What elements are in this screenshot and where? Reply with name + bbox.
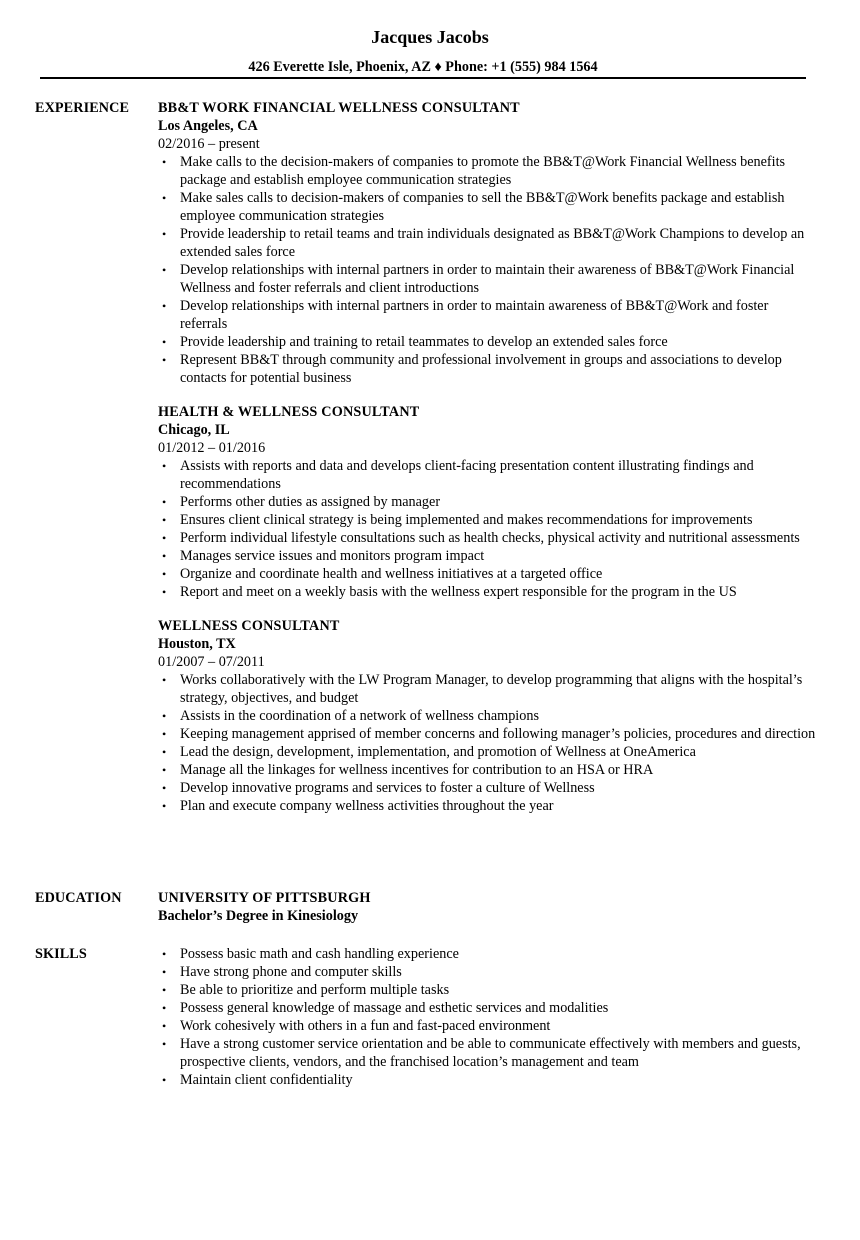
- skills-heading: SKILLS: [35, 946, 87, 962]
- list-item: [158, 297, 818, 333]
- education-heading: EDUCATION: [35, 890, 122, 906]
- bullet-text: Manage all the linkages for wellness incentives for contribution to an HSA or HRA: [180, 762, 654, 778]
- bullet-icon: •: [162, 585, 167, 599]
- job-bullets: [158, 457, 818, 601]
- list-item: [158, 565, 818, 583]
- list-item: [158, 707, 818, 725]
- bullet-icon: •: [162, 513, 167, 527]
- list-item: [158, 981, 818, 999]
- bullet-icon: •: [162, 1073, 167, 1087]
- job-entry: [158, 99, 818, 387]
- skills-body: [158, 945, 818, 1089]
- list-item: [158, 153, 818, 189]
- bullet-icon: •: [162, 781, 167, 795]
- bullet-icon: •: [162, 495, 167, 509]
- school-name: UNIVERSITY OF PITTSBURGH: [158, 890, 371, 906]
- bullet-icon: •: [162, 335, 167, 349]
- list-item: [158, 511, 818, 529]
- experience-heading: EXPERIENCE: [35, 100, 130, 116]
- list-item: [158, 189, 818, 225]
- skill-text: Work cohesively with others in a fun and fast-paced environment: [180, 1018, 551, 1034]
- bullet-icon: •: [162, 965, 167, 979]
- job-entry: [158, 403, 818, 601]
- bullet-icon: •: [162, 1037, 167, 1051]
- list-item: [158, 333, 818, 351]
- bullet-icon: •: [162, 459, 167, 473]
- bullet-icon: •: [162, 673, 167, 687]
- bullet-text: Manages service issues and monitors program impact: [180, 548, 485, 564]
- bullet-text: Works collaboratively with the LW Program Manager, to develop programming that aligns with the hospital’s strategy, objectives, and budget: [180, 672, 803, 706]
- bullet-text: Develop innovative programs and services to foster a culture of Wellness: [180, 780, 595, 796]
- skill-text: Have strong phone and computer skills: [180, 964, 402, 980]
- bullet-icon: •: [162, 191, 167, 205]
- list-item: [158, 583, 818, 601]
- bullet-icon: •: [162, 709, 167, 723]
- candidate-name: Jacques Jacobs: [371, 27, 489, 47]
- bullet-icon: •: [162, 567, 167, 581]
- list-item: [158, 225, 818, 261]
- bullet-text: Develop relationships with internal partners in order to maintain their awareness of BB&T@Work Financial Wellness and foster referrals and client introductions: [180, 262, 795, 296]
- bullet-text: Perform individual lifestyle consultations such as health checks, physical activity and nutritional assessments: [180, 530, 800, 546]
- list-item: [158, 351, 818, 387]
- bullet-text: Make sales calls to decision-makers of companies to sell the BB&T@Work benefits package and establish employee communication strategies: [180, 190, 785, 224]
- bullet-text: Make calls to the decision-makers of companies to promote the BB&T@Work Financial Wellness benefits package and establish employee communication strategies: [180, 154, 786, 188]
- job-title: WELLNESS CONSULTANT: [158, 618, 340, 634]
- bullet-icon: •: [162, 1019, 167, 1033]
- job-entry: [158, 617, 818, 815]
- job-location: Chicago, IL: [158, 422, 230, 438]
- list-item: [158, 999, 818, 1017]
- experience-list: [158, 99, 818, 815]
- bullet-icon: •: [162, 263, 167, 277]
- bullet-text: Provide leadership and training to retail teammates to develop an extended sales force: [180, 334, 668, 350]
- bullet-text: Lead the design, development, implementation, and promotion of Wellness at OneAmerica: [180, 744, 696, 760]
- list-item: [158, 529, 818, 547]
- list-item: [158, 1071, 818, 1089]
- bullet-icon: •: [162, 531, 167, 545]
- skill-text: Be able to prioritize and perform multiple tasks: [180, 982, 450, 998]
- list-item: [158, 671, 818, 707]
- skill-text: Maintain client confidentiality: [180, 1072, 353, 1088]
- bullet-text: Ensures client clinical strategy is being implemented and makes recommendations for improvements: [180, 512, 753, 528]
- list-item: [158, 797, 818, 815]
- bullet-icon: •: [162, 799, 167, 813]
- job-dates: 02/2016 – present: [158, 136, 260, 152]
- list-item: [158, 725, 818, 743]
- degree: Bachelor’s Degree in Kinesiology: [158, 908, 359, 924]
- bullet-icon: •: [162, 745, 167, 759]
- bullet-text: Assists in the coordination of a network of wellness champions: [180, 708, 539, 724]
- list-item: [158, 261, 818, 297]
- bullet-icon: •: [162, 1001, 167, 1015]
- bullet-text: Represent BB&T through community and professional involvement in groups and associations to develop contacts for potential business: [180, 352, 782, 386]
- list-item: [158, 1017, 818, 1035]
- contact-line: 426 Everette Isle, Phoenix, AZ ♦ Phone: +1 (555) 984 1564: [248, 59, 598, 75]
- job-dates: 01/2007 – 07/2011: [158, 654, 265, 670]
- bullet-icon: •: [162, 727, 167, 741]
- list-item: [158, 493, 818, 511]
- bullet-icon: •: [162, 299, 167, 313]
- list-item: [158, 743, 818, 761]
- bullet-text: Keeping management apprised of member concerns and following manager’s policies, procedures and direction: [180, 726, 816, 742]
- bullet-text: Assists with reports and data and develops client-facing presentation content illustrating findings and recommendations: [180, 458, 754, 492]
- skill-text: Possess general knowledge of massage and esthetic services and modalities: [180, 1000, 609, 1016]
- bullet-text: Provide leadership to retail teams and train individuals designated as BB&T@Work Champions to develop an extended sales force: [180, 226, 805, 260]
- bullet-icon: •: [162, 983, 167, 997]
- bullet-text: Organize and coordinate health and wellness initiatives at a targeted office: [180, 566, 603, 582]
- education-body: [158, 889, 818, 925]
- skill-text: Possess basic math and cash handling experience: [180, 946, 459, 962]
- bullet-icon: •: [162, 947, 167, 961]
- bullet-icon: •: [162, 353, 167, 367]
- list-item: [158, 963, 818, 981]
- job-title: BB&T WORK FINANCIAL WELLNESS CONSULTANT: [158, 100, 520, 116]
- list-item: [158, 761, 818, 779]
- list-item: [158, 547, 818, 565]
- list-item: [158, 945, 818, 963]
- job-title: HEALTH & WELLNESS CONSULTANT: [158, 404, 420, 420]
- list-item: [158, 1035, 818, 1071]
- header-divider: [40, 77, 806, 79]
- bullet-text: Report and meet on a weekly basis with the wellness expert responsible for the program in the US: [180, 584, 737, 600]
- bullet-icon: •: [162, 763, 167, 777]
- job-dates: 01/2012 – 01/2016: [158, 440, 266, 456]
- bullet-text: Plan and execute company wellness activities throughout the year: [180, 798, 554, 814]
- list-item: [158, 457, 818, 493]
- bullet-text: Performs other duties as assigned by manager: [180, 494, 441, 510]
- job-location: Houston, TX: [158, 636, 236, 652]
- job-location: Los Angeles, CA: [158, 118, 258, 134]
- skill-text: Have a strong customer service orientation and be able to communicate effectively with members and guests, prospective clients, vendors, and the franchised location’s management and team: [180, 1036, 801, 1070]
- bullet-icon: •: [162, 155, 167, 169]
- job-bullets: [158, 671, 818, 815]
- bullet-icon: •: [162, 227, 167, 241]
- list-item: [158, 779, 818, 797]
- job-bullets: [158, 153, 818, 387]
- bullet-icon: •: [162, 549, 167, 563]
- skills-list: [158, 945, 818, 1089]
- bullet-text: Develop relationships with internal partners in order to maintain awareness of BB&T@Work and foster referrals: [180, 298, 769, 332]
